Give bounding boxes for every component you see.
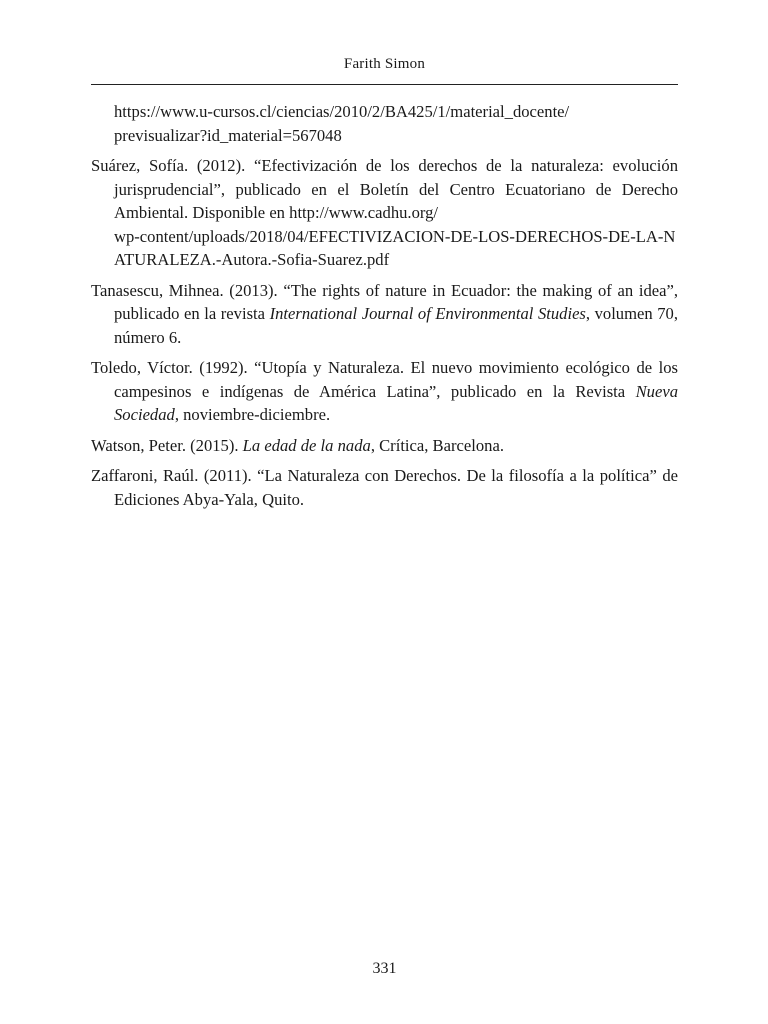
reference-list (91, 100, 678, 518)
reference-item (91, 154, 678, 272)
reference-text: Zaffaroni, Raúl. (2011). “La Naturaleza con Derechos. De la filosofía a la política” de Ediciones Abya-Yala, Quito. (91, 466, 678, 509)
reference-journal-title: Nueva Sociedad (114, 381, 678, 424)
reference-text: Suárez, Sofía. (2012). “Efectivización de los derechos de la naturaleza: evolución jurisprudencial”, publicado en el Boletín del Centro Ecuatoriano de Derecho Ambiental. Disponible en (91, 156, 678, 222)
reference-item (91, 279, 678, 350)
reference-url[interactable]: http://www.cadhu.org/ (289, 203, 439, 222)
reference-text: Tanasescu, Mihnea. (2013). “The rights of nature in Ecuador: the making of an idea”, publicado en la revista (91, 280, 678, 323)
reference-text: , noviembre-diciembre. (174, 405, 331, 424)
reference-journal-title: International Journal of Environmental Studies (269, 304, 586, 323)
running-header: Farith Simon (343, 56, 426, 72)
reference-url[interactable]: wp-content/uploads/2018/04/EFECTIVIZACION-DE-LOS-DERECHOS-DE-LA-NATURALEZA.-Autora.-Sofia-Suarez.pdf (114, 226, 676, 269)
reference-item (91, 434, 678, 458)
reference-item (91, 356, 678, 427)
reference-text: , Crítica, Barcelona. (370, 435, 504, 455)
reference-url-line[interactable]: https://www.u-cursos.cl/ciencias/2010/2/BA425/1/material_docente/ (114, 102, 570, 121)
reference-text: , volumen 70, número 6. (114, 304, 678, 347)
header-rule (91, 84, 678, 85)
reference-text: Toledo, Víctor. (1992). “Utopía y Naturaleza. El nuevo movimiento ecológico de los campesinos e indígenas de América Latina”, publicado en la Revista (91, 358, 678, 401)
reference-text: Watson, Peter. (2015). (91, 435, 243, 455)
reference-url-line[interactable]: previsualizar?id_material=567048 (114, 125, 342, 145)
reference-book-title: La edad de la nada (242, 435, 371, 455)
reference-item (91, 464, 678, 511)
page-number: 331 (372, 960, 397, 977)
reference-item (91, 100, 678, 147)
